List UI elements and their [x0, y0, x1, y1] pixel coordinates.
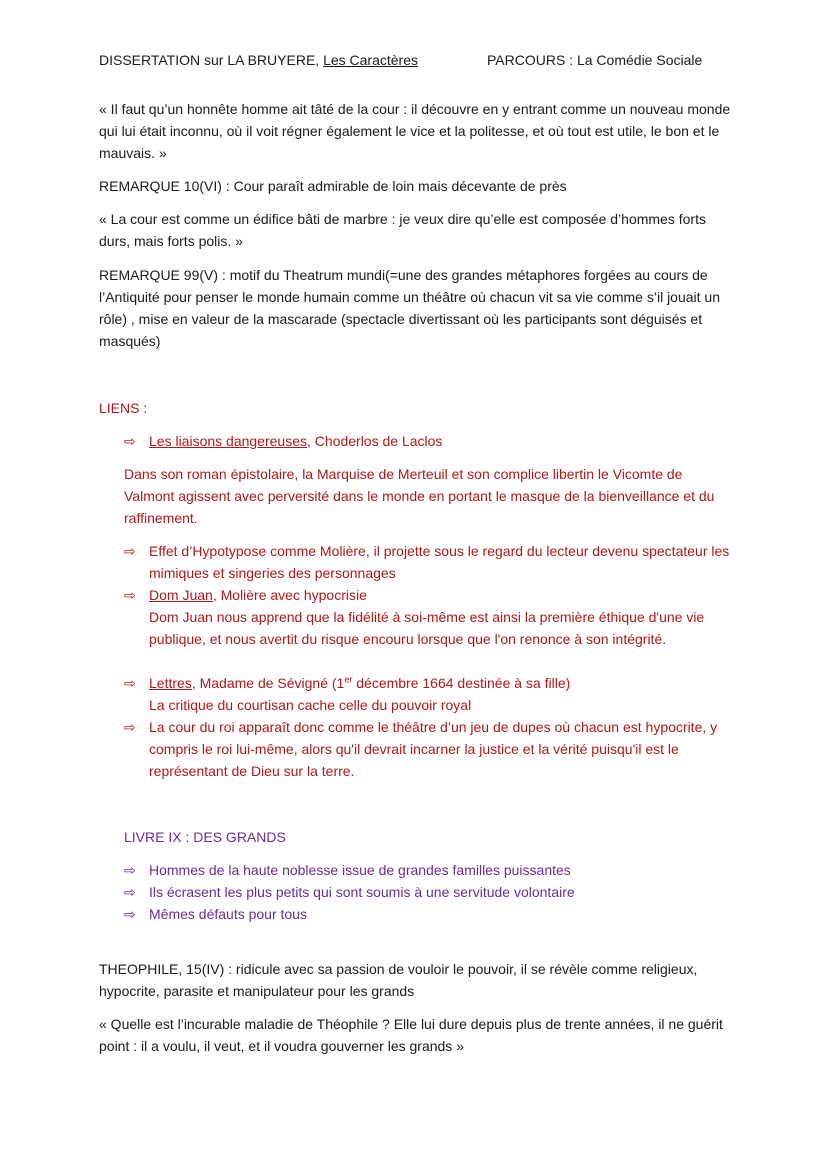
arrow-icon: ⇨	[124, 543, 136, 559]
work-title: Lettres	[149, 675, 192, 691]
lien-item-dom-juan	[124, 584, 734, 650]
arrow-icon: ⇨	[124, 906, 136, 922]
lien-item-lettres	[124, 672, 734, 716]
work-author: , Molière avec hypocrisie	[212, 587, 367, 603]
lettres-line: La critique du courtisan cache celle du pouvoir royal	[149, 697, 472, 713]
livre-item-text: Hommes de la haute noblesse issue de grandes familles puissantes	[149, 862, 571, 878]
livre-item-text: Mêmes défauts pour tous	[149, 906, 307, 922]
arrow-icon: ⇨	[124, 884, 136, 900]
livre-item-text: Ils écrasent les plus petits qui sont soumis à une servitude volontaire	[149, 884, 575, 900]
work-title: Les liaisons dangereuses	[149, 433, 307, 449]
header-left	[99, 52, 418, 68]
liens-heading: LIENS :	[99, 400, 148, 416]
page-header	[99, 52, 719, 72]
lien-item-hypotypose	[124, 540, 734, 584]
arrow-icon: ⇨	[124, 719, 136, 735]
hypotypose-text: Effet d’Hypotypose comme Molière, il projette sous le regard du lecteur devenu spectateur les mimiques et singeries des personnages	[149, 543, 730, 581]
arrow-icon: ⇨	[124, 675, 136, 691]
laclos-paragraph: Dans son roman épistolaire, la Marquise de Merteuil et son complice libertin le Vicomte de Valmont agissent avec perversité dans le monde en portant le masque de la bienveillance et du raffinement.	[124, 466, 715, 526]
livre-item	[124, 903, 734, 925]
lien-item-cour-du-roi	[124, 716, 734, 782]
work-title: Dom Juan	[149, 587, 213, 603]
remark-99: REMARQUE 99(V) : motif du Theatrum mundi(=une des grandes métaphores forgées au cours de l’Antiquité pour penser le monde humain comme un théâtre où chacun vit sa vie comme s’il jouait un rôle) , mise en valeur de la mascarade (spectacle divertissant où les participants sont déguisés et masqués)	[99, 267, 720, 349]
work-author: , Madame de Sévigné (1	[191, 675, 345, 691]
lien-item-laclos	[124, 430, 734, 452]
theophile-remark: THEOPHILE, 15(IV) : ridicule avec sa passion de vouloir le pouvoir, il se révèle comme religieux, hypocrite, parasite et manipulateur pour les grands	[99, 961, 698, 999]
cour-du-roi-text: La cour du roi apparaît donc comme le théâtre d’un jeu de dupes où chacun est hypocrite, y compris le roi lui-même, alors qu'il devrait incarner la justice et la vérité puisqu'il est le représentant de Dieu sur la terre.	[149, 719, 718, 779]
quote-edifice-marbre: « La cour est comme un édifice bâti de marbre : je veux dire qu’elle est composée d’hommes forts durs, mais forts polis. »	[99, 211, 706, 249]
dom-juan-paragraph: Dom Juan nous apprend que la fidélité à soi-même est ainsi la première éthique d'une vie publique, et nous avertit du risque encouru lorsque que l'on renonce à son intégrité.	[149, 609, 705, 647]
work-author: , Choderlos de Laclos	[307, 433, 443, 449]
arrow-icon: ⇨	[124, 862, 136, 878]
header-right: PARCOURS : La Comédie Sociale	[487, 52, 703, 68]
arrow-icon: ⇨	[124, 587, 136, 603]
superscript: er	[344, 674, 353, 685]
quote-cour-nouveau-monde: « Il faut qu’un honnête homme ait tâté de la cour : il découvre en y entrant comme un nouveau monde qui lui était inconnu, où il voit régner également le vice et la politesse, et où tout est utile, le bon et le mauvais. »	[99, 101, 731, 161]
arrow-icon: ⇨	[124, 433, 136, 449]
header-prefix: DISSERTATION sur LA BRUYERE,	[99, 52, 324, 68]
work-date: décembre 1664 destinée à sa fille)	[352, 675, 571, 691]
livre-item	[124, 859, 734, 881]
livre-item	[124, 881, 734, 903]
livre-heading: LIVRE IX : DES GRANDS	[124, 829, 286, 845]
remark-10: REMARQUE 10(VI) : Cour paraît admirable de loin mais décevante de près	[99, 178, 567, 194]
theophile-quote: « Quelle est l’incurable maladie de Théophile ? Elle lui dure depuis plus de trente années, il ne guérit point : il a voulu, il veut, et il voudra gouverner les grands »	[99, 1016, 723, 1054]
header-book-title: Les Caractères	[323, 52, 418, 68]
